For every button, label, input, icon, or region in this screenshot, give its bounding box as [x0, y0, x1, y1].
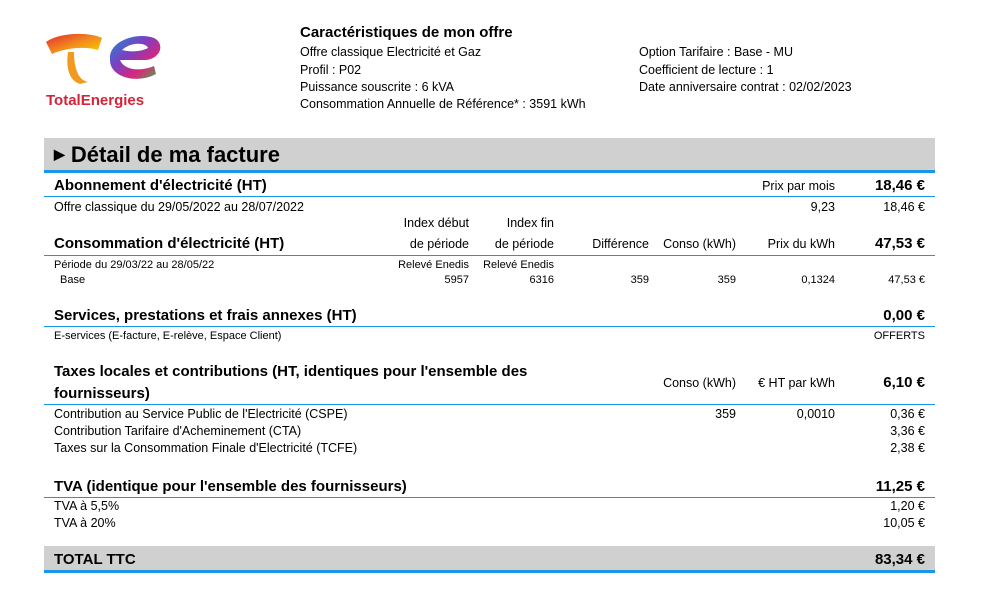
total-ttc-label: TOTAL TTC: [54, 551, 136, 568]
taxes-title-2: fournisseurs): [54, 385, 150, 402]
tva-row-total: 1,20 €: [890, 499, 925, 513]
abonnement-total: 18,46 €: [874, 177, 925, 194]
brand-name: TotalEnergies: [46, 92, 145, 109]
tax-row-label: Contribution Tarifaire d'Acheminement (CTA): [54, 424, 302, 438]
conso-row-difference: 359: [630, 274, 649, 286]
conso-row-total: 47,53 €: [888, 274, 925, 286]
conso-row-conso: 359: [717, 274, 736, 286]
releve-debut: Relevé Enedis: [398, 259, 469, 271]
offer-line: Profil : P02: [300, 63, 362, 77]
abonnement-title: Abonnement d'électricité (HT): [54, 177, 267, 194]
tax-row-label: Taxes sur la Consommation Finale d'Electricité (TCFE): [54, 441, 358, 455]
conso-row-index-fin: 6316: [529, 274, 554, 286]
offer-line: Date anniversaire contrat : 02/02/2023: [639, 80, 852, 94]
total-ttc-value: 83,34 €: [874, 551, 925, 568]
col-prix: Prix du kWh: [767, 237, 835, 251]
offer-line: Offre classique Electricité et Gaz: [300, 45, 482, 59]
divider: [44, 170, 935, 173]
tax-row-ht: 0,0010: [796, 407, 835, 421]
col-conso: Conso (kWh): [663, 237, 736, 251]
tva-row-label: TVA à 5,5%: [54, 499, 120, 513]
col-index-fin-1: Index fin: [506, 216, 554, 230]
col-difference: Différence: [592, 237, 649, 251]
divider: [44, 196, 935, 197]
taxes-title-1: Taxes locales et contributions (HT, identiques pour l'ensemble des: [54, 363, 528, 380]
taxes-col-conso: Conso (kWh): [663, 376, 736, 390]
tax-row-conso: 359: [715, 407, 736, 421]
divider: [44, 326, 935, 327]
abonnement-line-total: 18,46 €: [883, 200, 925, 214]
releve-fin: Relevé Enedis: [483, 259, 554, 271]
offer-line: Puissance souscrite : 6 kVA: [300, 80, 455, 94]
offer-line: Option Tarifaire : Base - MU: [639, 45, 793, 59]
tva-row-label: TVA à 20%: [54, 516, 116, 530]
services-total: 0,00 €: [883, 307, 925, 324]
tax-row-total: 3,36 €: [890, 424, 925, 438]
services-line-value: OFFERTS: [873, 330, 925, 342]
logo-mark-icon: [40, 26, 170, 96]
tva-title: TVA (identique pour l'ensemble des fournisseurs): [54, 478, 407, 495]
abonnement-line-label: Offre classique du 29/05/2022 au 28/07/2022: [54, 200, 304, 214]
tax-row-total: 0,36 €: [890, 407, 925, 421]
triangle-right-icon: ▶: [54, 146, 65, 162]
conso-row-label: Base: [60, 274, 86, 286]
offer-line: Coefficient de lecture : 1: [639, 63, 774, 77]
section-title-text: Détail de ma facture: [70, 142, 280, 167]
services-line-label: E-services (E-facture, E-relève, Espace Client): [54, 330, 282, 342]
consommation-periode: Période du 29/03/22 au 28/05/22: [54, 259, 215, 271]
divider: [44, 570, 935, 573]
taxes-col-ht: € HT par kWh: [758, 376, 835, 390]
tva-total: 11,25 €: [875, 478, 925, 495]
conso-row-prix: 0,1324: [801, 274, 835, 286]
col-index-debut-1: Index début: [403, 216, 469, 230]
abonnement-price-header: Prix par mois: [762, 179, 835, 193]
tva-row-total: 10,05 €: [883, 516, 925, 530]
abonnement-line-price: 9,23: [810, 200, 835, 214]
section-title: [54, 142, 280, 168]
col-index-debut-2: de période: [409, 237, 469, 251]
offer-title: Caractéristiques de mon offre: [300, 24, 513, 41]
consommation-total: 47,53 €: [874, 235, 925, 252]
conso-row-index-debut: 5957: [444, 274, 469, 286]
tax-row-label: Contribution au Service Public de l'Electricité (CSPE): [54, 407, 348, 421]
services-title: Services, prestations et frais annexes (HT): [54, 307, 357, 324]
tax-row-total: 2,38 €: [890, 441, 925, 455]
consommation-title: Consommation d'électricité (HT): [54, 235, 285, 252]
divider: [44, 497, 935, 498]
taxes-total: 6,10 €: [883, 374, 925, 391]
divider: [44, 404, 935, 405]
col-index-fin-2: de période: [494, 237, 554, 251]
divider: [44, 255, 935, 256]
total-bar: [44, 546, 935, 570]
offer-line: Consommation Annuelle de Référence* : 3591 kWh: [300, 97, 586, 111]
